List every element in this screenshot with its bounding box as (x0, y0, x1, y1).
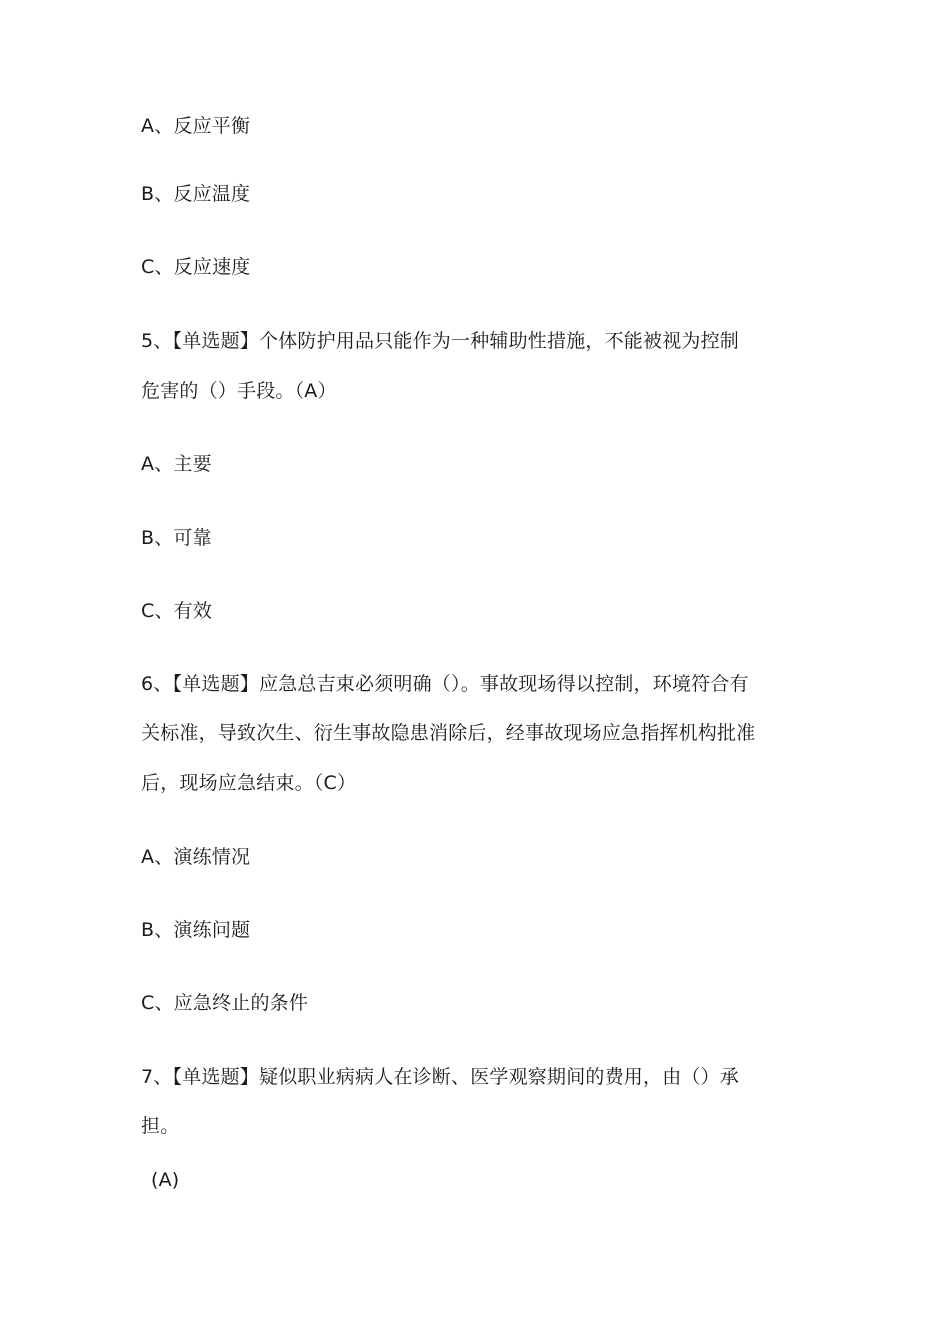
q4-option-c: C、反应速度 (141, 256, 251, 278)
q4-option-a: A、反应平衡 (141, 115, 251, 137)
q6-option-c: C、应急终止的条件 (141, 992, 309, 1014)
q5-option-b: B、可靠 (141, 527, 212, 549)
q5-option-a: A、主要 (141, 453, 212, 475)
q6-option-b: B、演练问题 (141, 919, 251, 941)
q4-option-b: B、反应温度 (141, 183, 251, 205)
q6-question-line-2: 关标准，导致次生、衍生事故隐患消除后，经事故现场应急指挥机构批准 (141, 722, 756, 744)
q7-question-line-1: 7、【单选题】疑似职业病病人在诊断、医学观察期间的费用，由（）承 (141, 1066, 739, 1088)
q6-option-a: A、演练情况 (141, 846, 251, 868)
q6-question-line-3: 后，现场应急结束。（C） (141, 772, 357, 794)
q6-question-line-1: 6、【单选题】应急总吉束必须明确（）。事故现场得以控制，环境符合有 (141, 673, 749, 695)
q5-question-line-1: 5、【单选题】个体防护用品只能作为一种辅助性措施，不能被视为控制 (141, 330, 739, 352)
q7-question-line-2: 担。 (141, 1115, 180, 1137)
q5-option-c: C、有效 (141, 600, 213, 622)
q7-answer: (A) (151, 1169, 180, 1191)
q5-question-line-2: 危害的（）手段。（A） (141, 380, 337, 402)
